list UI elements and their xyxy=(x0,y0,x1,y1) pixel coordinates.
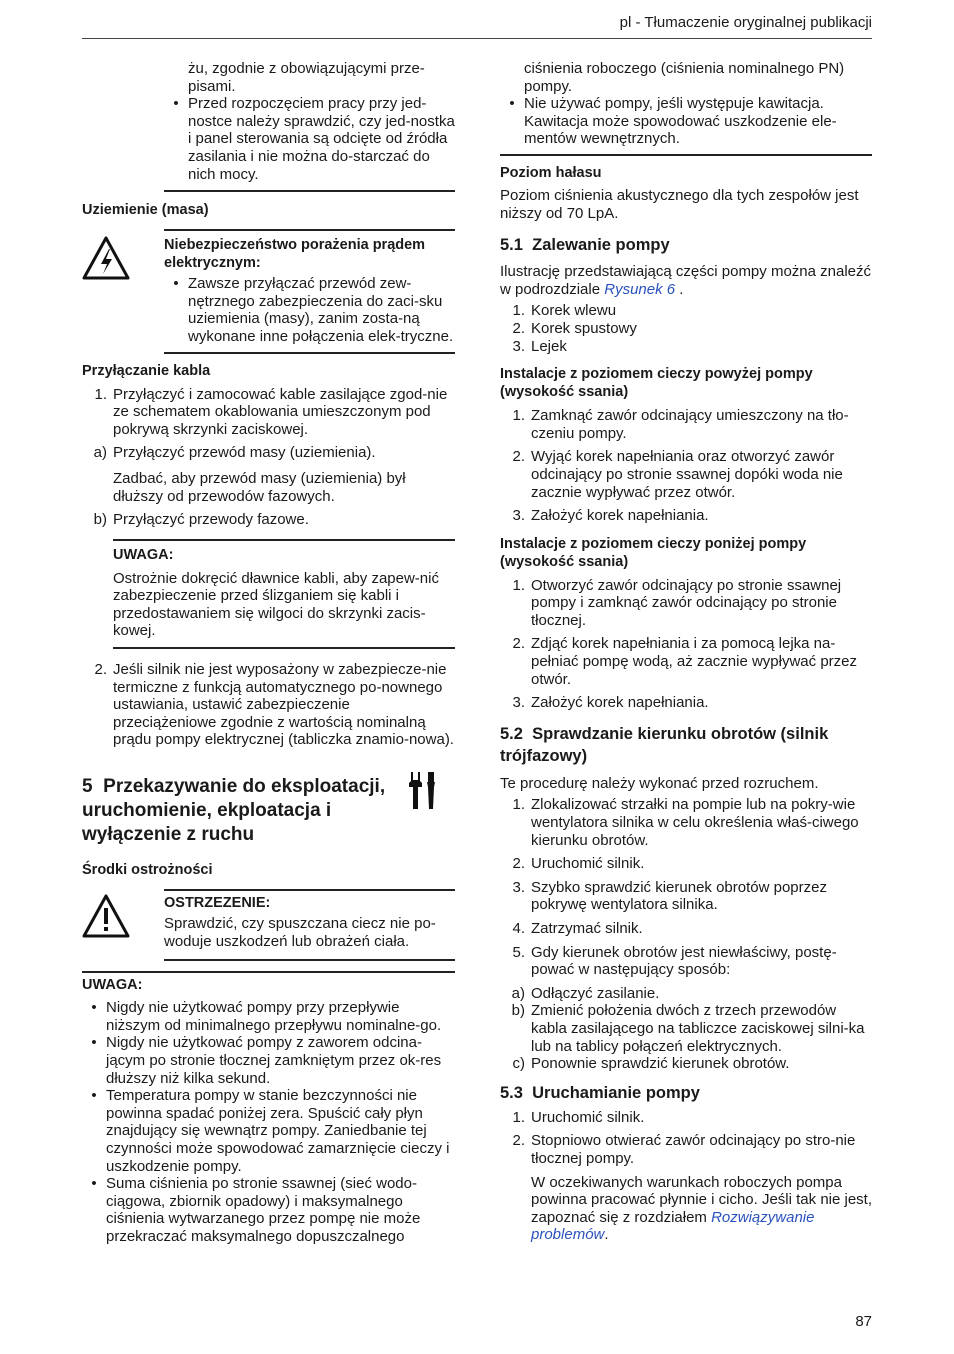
above-pump-heading: Instalacje z poziomem cieczy powyżej pompy (wysokość ssania) xyxy=(500,366,813,401)
bullet-text: Nie używać pompy, jeśli występuje kawitacja. Kawitacja może spowodować uszkodzenie ele-mentów wewnętrznych. xyxy=(524,95,837,148)
section-5-1-title: 5.1 Zalewanie pompy xyxy=(500,236,670,255)
divider xyxy=(164,889,455,891)
bullet-marker: • xyxy=(173,95,179,113)
bullet-text: Suma ciśnienia po stronie ssawnej (sieć wodo-ciągowa, zbiornik opadowy) i maksymalnego ciśnienia wytwarzanego przez pompę nie może przekraczać maksymalnego dopuszczalnego xyxy=(106,1175,421,1245)
tools-icon xyxy=(406,771,440,816)
divider xyxy=(164,190,455,192)
step-text: Ponownie sprawdzić kierunek obrotów. xyxy=(531,1055,790,1073)
step-text: Zdjąć korek napełniania i za pomocą lejka na-pełniać pompę wodą, aż zacznie wypływać przez otwór. xyxy=(531,635,857,688)
step-text: Zmienić położenia dwóch z trzech przewodów kabla zasilającego na tabliczce zaciskowej silni-ka lub na tablicy połączeń elektrycznych. xyxy=(531,1002,865,1055)
bullet-marker: • xyxy=(91,1175,97,1193)
step-letter: b) xyxy=(93,511,107,529)
warning-title: OSTRZEZENIE: xyxy=(164,895,271,912)
bullet-marker: • xyxy=(91,999,97,1017)
bullet-text: żu, zgodnie z obowiązującymi prze-pisami. xyxy=(188,60,425,95)
bullet-text: Temperatura pompy w stanie bezczynności nie powinna spadać poniżej zera. Spuścić cały płyn znajdujący się wewnątrz pompy. Zaniedbanie tej czynności może spowodować zamarznięcie cieczy i uszkodzenie pompy. xyxy=(106,1087,450,1175)
step-text: Założyć korek napełniania. xyxy=(531,694,709,712)
chapter-title xyxy=(82,775,392,847)
step-text: Założyć korek napełniania. xyxy=(531,507,709,525)
earth-heading: Uziemienie (masa) xyxy=(82,202,209,219)
step-text: Stopniowo otwierać zawór odcinający po stro-nie tłocznej pompy. xyxy=(531,1132,856,1167)
left-column xyxy=(82,60,455,1246)
troubleshooting-link[interactable]: Rozwiązywanie problemów xyxy=(531,1208,815,1244)
step-text: Jeśli silnik nie jest wyposażony w zabezpiecze-nie termiczne z funkcją automatycznego po-nownego ustawiania, ustawić zabezpieczenie przeciążeniowe zgodnie z wartością nominalną prądu pompy elektrycznej (tabliczka znamio-nowa). xyxy=(113,661,454,749)
below-pump-heading: Instalacje z poziomem cieczy poniżej pompy (wysokość ssania) xyxy=(500,535,807,570)
step-text: Szybko sprawdzić kierunek obrotów poprzez pokrywę wentylatora silnika. xyxy=(531,878,827,914)
step-text: Przyłączyć przewód masy (uziemienia). xyxy=(113,444,376,462)
step-note: W oczekiwanych warunkach roboczych pompa powinna pracować płynnie i cicho. Jeśli tak nie jest, zapoznać się z rozdziałem Rozwiązywanie problemów. xyxy=(531,1173,873,1244)
header-title: pl - Tłumaczenie oryginalnej publikacji xyxy=(619,14,872,31)
noise-text: Poziom ciśnienia akustycznego dla tych zespołów jest niższy od 70 LpA. xyxy=(500,186,859,222)
warning-icon xyxy=(82,894,164,950)
step-text: Zamknąć zawór odcinający umieszczony na tło-czeniu pompy. xyxy=(531,407,849,442)
chapter-number: 5 xyxy=(82,776,93,798)
step-text: Gdy kierunek obrotów jest niewłaściwy, postę-pować w następujący sposób: xyxy=(531,943,837,979)
section-5-1-intro: Ilustrację przedstawiającą części pompy można znaleźć w podrozdziale Rysunek 6 . xyxy=(500,263,871,298)
step-text: Uruchomić silnik. xyxy=(531,855,645,873)
step-text: Otworzyć zawór odcinający po stronie ssawnej pompy i zamknąć zawór odcinający po stronie tłocznej. xyxy=(531,576,842,629)
step-text: Przyłączyć przewody fazowe. xyxy=(113,511,309,529)
chapter-header xyxy=(82,775,455,847)
noise-heading: Poziom hałasu xyxy=(500,164,602,181)
section-5-2-title: 5.2 Sprawdzanie kierunku obrotów (silnik trójfazowy) xyxy=(500,724,829,765)
step-text: Uruchomić silnik. xyxy=(531,1108,645,1126)
divider xyxy=(164,229,455,231)
divider xyxy=(500,154,872,156)
bullet-text: ciśnienia roboczego (ciśnienia nominalnego PN) pompy. xyxy=(524,60,845,95)
bullet-marker: • xyxy=(173,275,179,293)
section-5-2-intro: Te procedurę należy wykonać przed rozruchem. xyxy=(500,774,819,792)
header-rule xyxy=(82,38,872,39)
parts-list: 1. Korek wlewu 2. Korek spustowy 3. Lejek xyxy=(500,302,872,355)
list-item: Lejek xyxy=(531,337,567,355)
step-number: 1. xyxy=(94,385,107,403)
divider xyxy=(164,959,455,961)
step-number: 2. xyxy=(94,661,107,679)
note-title: UWAGA: xyxy=(113,546,174,563)
note-title: UWAGA: xyxy=(82,977,143,994)
step-text: Przyłączyć i zamocować kable zasilające zgod-nie ze schematem okablowania umieszczonym pod pokrywą skrzynki zaciskowej. xyxy=(113,385,448,438)
step-note: Zadbać, aby przewód masy (uziemienia) był dłuższy od przewodów fazowych. xyxy=(113,469,406,505)
cable-heading: Przyłączanie kabla xyxy=(82,362,211,379)
chapter-title-text: Przekazywanie do eksploatacji, uruchomienie, ekploatacja i wyłączenie z ruchu xyxy=(82,776,386,846)
section-5-3-title: 5.3 Uruchamianie pompy xyxy=(500,1083,700,1102)
electric-hazard-icon xyxy=(82,236,164,345)
note-text: Ostrożnie dokręcić dławnice kabli, aby zapew-nić zabezpieczenie przed ślizganiem się kabli i przedostawaniem się wilgoci do skrzynki zacis-kowej. xyxy=(113,569,439,640)
bullet-text: Zawsze przyłączać przewód zew-nętrznego zabezpieczenia do zaci-sku uziemienia (masy), zanim zosta-ną wykonane inne połączenia elek-tryczne. xyxy=(188,275,454,345)
page-number: 87 xyxy=(855,1313,872,1330)
step-letter: a) xyxy=(93,444,107,462)
step-text: Zlokalizować strzałki na pompie lub na pokry-wie wentylatora silnika w celu określenia właś-ciwego kierunku obrotów. xyxy=(531,796,859,849)
bullet-text: Nigdy nie użytkować pompy przy przepływie niższym od minimalnego przepływu nominalne-go. xyxy=(106,999,442,1034)
bullet-text: Przed rozpoczęciem pracy przy jed-nostce należy sprawdzić, czy jed-nostka i panel sterowania są odcięte od źródła zasilania i nie można do-starczać do nich mocy. xyxy=(188,95,455,183)
bullet-marker: • xyxy=(509,95,515,113)
bullet-marker: • xyxy=(91,1034,97,1052)
list-item: Korek spustowy xyxy=(531,319,637,337)
note-bullets xyxy=(82,999,455,1245)
step-text: Wyjąć korek napełniania oraz otworzyć zawór odcinający po stronie ssawnej dopóki woda nie zacznie wypływać przez otwór. xyxy=(531,448,843,501)
divider xyxy=(164,352,455,354)
step-text: Odłączyć zasilanie. xyxy=(531,984,660,1002)
general-warning xyxy=(82,894,455,950)
bullet-marker: • xyxy=(91,1087,97,1105)
note-box xyxy=(113,541,455,640)
precautions-heading: Środki ostrożności xyxy=(82,862,213,879)
bullet-text: Nigdy nie użytkować pompy z zaworem odcina-jącym po stronie tłocznej zamkniętym przez ok-res dłuższy niż kilka sekund. xyxy=(106,1034,442,1087)
step-text: Zatrzymać silnik. xyxy=(531,920,643,937)
continued-bullets xyxy=(82,60,455,183)
divider xyxy=(82,971,455,973)
figure-link[interactable]: Rysunek 6 xyxy=(604,280,676,298)
warning-title: Niebezpieczeństwo porażenia prądem elektrycznym: xyxy=(164,237,426,272)
list-item: Korek wlewu xyxy=(531,302,617,320)
warning-text: Sprawdzić, czy spuszczana ciecz nie po-woduje uszkodzeń lub obrażeń ciała. xyxy=(164,915,436,950)
divider xyxy=(113,647,455,649)
electric-warning xyxy=(82,236,455,345)
right-column: ciśnienia roboczego (ciśnienia nominalnego PN) pompy. • Nie używać pompy, jeśli występuje kawitacja. Kawitacja może spowodować uszkodzenie ele-mentów wewnętrznych. Poziom hałasu Poziom ciśnienia akustycznego dla tych zespołów jest niższy od 70 LpA. 5.1 Zalewanie pompy Ilustrację przedstawiającą części pompy można znaleźć w podrozdziale Rysunek 6 . 1. Korek wlewu 2. Korek spustowy 3. Lejek Instalacje z poziomem cieczy powyżej pompy (wysokość ssania) 1. Zamknąć zawór odcinający umieszczony na tło-czeniu pompy. 2. Wyjąć korek napełniania oraz otworzyć zawór odcinający po stronie ssawnej dopóki woda nie zacznie wypływać przez otwór. 3. Założyć korek napełniania. Instalacje z poziomem cieczy poniżej pompy (wysokość ssania) 1. Otworzyć zawór odcinający po stronie ssawnej pompy i zamknąć zawór odcinający po stronie tłocznej. 2. Zdjąć korek napełniania i za pomocą lejka na-pełniać pompę wodą, aż zacznie wypływać przez otwór. 3. Założyć korek napełniania. 5.2 Sprawdzanie kierunku obrotów (silnik trójfazowy) Te procedurę należy wykonać przed rozruchem. 1. Zlokalizować strzałki na pompie lub na pokry-wie wentylatora silnika w celu określenia właś-ciwego kierunku obrotów. 2. Uruchomić silnik. 3. Szybko sprawdzić kierunek obrotów poprzez pokrywę wentylatora silnika. 4. Zatrzymać silnik. 5. Gdy kierunek obrotów jest niewłaściwy, postę-pować w następujący sposób: a) Odłączyć zasilanie. b) Zmienić położenia dwóch z trzech przewodów kabla zasilającego na tabliczce zaciskowej silni-ka lub na tablicy połączeń elektrycznych. c) Ponownie sprawdzić kierunek obrotów. 5.3 Uruchamianie pompy 1. Uruchomić silnik. 2. Stopniowo otwierać zawór odcinający po stro-nie tłocznej pompy. W oczekiwanych warunkach roboczych pompa powinna pracować płynnie i cicho. Jeśli tak nie jest, zapoznać się z rozdziałem Rozwiązywanie problemów. xyxy=(500,60,873,1244)
